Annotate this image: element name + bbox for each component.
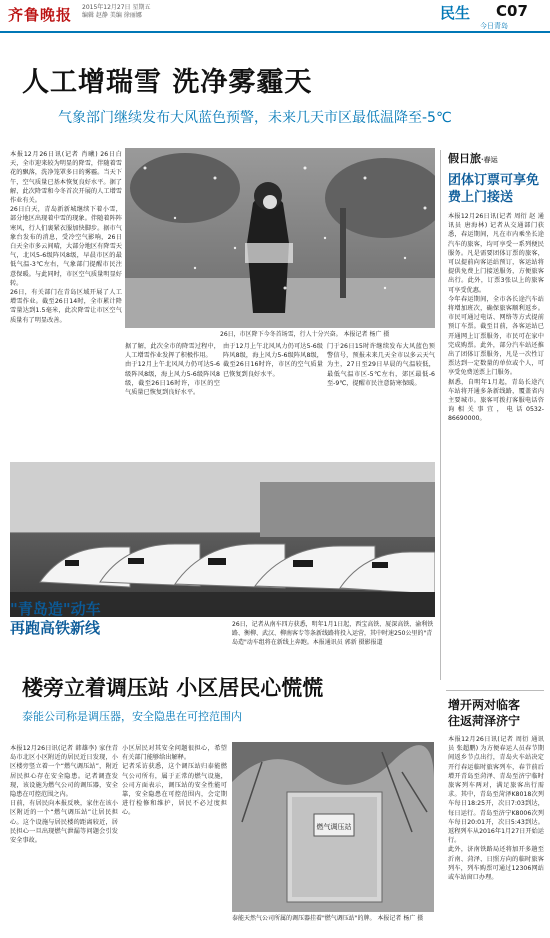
regulator-sign-text: 燃气调压站 xyxy=(316,823,352,831)
section-subtitle: 今日青岛 xyxy=(480,22,508,30)
regulator-photo-caption: 泰能天然气公司所属的调压器挂着"燃气调压站"的牌。 本报记者 杨广 摄 xyxy=(232,915,424,922)
snow-photo-illustration xyxy=(125,148,435,328)
story3-subhead: 泰能公司称是调压器，安全隐患在可控范围内 xyxy=(22,710,242,723)
side-story xyxy=(448,697,544,935)
page-number: C07 xyxy=(496,2,528,20)
side-story-title-line1: 增开两对临客 xyxy=(448,698,521,712)
ad-title: 团体订票可享免费上门接送 xyxy=(448,173,540,205)
section-name: 民生 xyxy=(440,4,471,22)
column-divider xyxy=(440,150,441,680)
ad-body-p3: 据悉，自明年1月起，青岛长途汽车站将开通多条新线路，覆盖省内主要城市。旅客可拨打客服电话咨询相关事宜，电话0532-86690000。 xyxy=(448,378,544,423)
story1-col1-p2: 26日白天，青岛新新城继续下着小雪，部分地区出现着中雪的现象。伴随着阵阵寒风，行人们裹紧衣服加快脚步。据市气象台发布的消息，受冷空气影响，26日白天全市多云间晴，大部分地区有降雪天气，北风5-6级阵风8级，早晨市区的最低气温-3℃左右，气象部门提醒市民注意保暖。与此同时，市区空气质量明显好转。 xyxy=(10,206,122,287)
side-story-p1: 本报12月26日讯(记者 周衍 通讯员 张超鹏) 为方便春运人员春节期间返乡节点出行，青岛火车站决定开行春运临时旅客列车，春节前后增开青岛至菏泽、青岛至济宁临时旅客列车两对，满足旅客出行需求。其中，青岛至菏泽K8018次列车每日18:25开，次日7:03到达，每日运行。青岛至济宁K8006次列车每日20:01开，次日5:43到达。返程列车从2016年1月27日开始运行。 xyxy=(448,736,544,845)
snow-photo-caption: 26日，市区降下今冬首场雪，行人十分兴奋。 本报记者 杨广 摄 xyxy=(220,331,390,338)
story1-col2-p2: 由于12月上午北风风力仍可达5-6级阵风8级，海上风力5-6级阵风8级，截至26日16时许，市区的空气质量已恢复到良好水平。 xyxy=(125,361,220,397)
story3-column-1 xyxy=(10,744,118,932)
story2-title-line1: "青岛造"动车 xyxy=(10,600,101,618)
story1-col1-p3: 26日，有关部门在青岛区域开展了人工增雪作业。截至26日14时，全市累计降雪量达到1.5毫米，此次降雪让市区空气质量有了明显改善。 xyxy=(10,289,122,324)
story1-column-2 xyxy=(125,342,220,452)
ad-body-p1: 本报12月26日讯(记者 周衍 赵 通讯员 唐海林) 记者从交通部门获悉，春运期间，凡在市内乘坐长途汽车的旅客，均可享受一系列便民服务。凡是需要团体订票的旅客，可以提前向客运站预订，客运站将提供免费上门接送服务，方便旅客出行。此外，订票3张以上的旅客可享受优惠。 xyxy=(448,213,544,294)
snow-photo xyxy=(125,148,435,328)
side-story-title-line2: 往返菏泽济宁 xyxy=(448,714,521,728)
ad-body-p2: 今年春运期间，全市各长途汽车站将增加班次，确保旅客顺利返乡。市民可通过电话、网络等方式提前预订车票。截至目前，各客运站已开通网上订票服务，市民可在家中完成购票。此外，部分汽车站还推出了团体订票服务，凡是一次性订票达到一定数量的单位或个人，可享受免费送票上门服务。 xyxy=(448,295,544,377)
issue-editors: 编辑 赵静 美编 徐丽娜 xyxy=(82,12,142,19)
story1-col2-p1: 据了解，此次全市的降雪过程中，人工增雪作业发挥了积极作用。 xyxy=(125,343,220,360)
train-photo-caption: 26日，记者从南车四方获悉，明年1月1日起，西宝高铁、厦深高铁、渝利铁路、衡柳、武汉、柳南客专等条新线路将投入运营，其中时速250公里的"青岛造"动车组将在新线上奔跑。本报通讯员 郭新 摄影报道 xyxy=(232,621,434,646)
side-story-p2: 此外，济南铁路局还将加开多趟至沂南、菏泽、日照方向的临时旅客列车，列车购票可通过12306网站或车站窗口办理。 xyxy=(448,846,544,882)
ad-box xyxy=(448,150,544,632)
regulator-photo xyxy=(232,742,434,912)
ad-logo-main: 假日旅 xyxy=(448,152,481,165)
train-photo-illustration xyxy=(10,462,435,617)
story3-col2-p2: 记者采访获悉，这个调压站归泰能燃气公司所有，属于正常的燃气设施，公司方面表示，调压站的安全性能可靠，安全隐患在可控范围内，会定期进行检修和维护，居民不必过度担心。 xyxy=(122,763,227,817)
story3-column-2 xyxy=(122,744,227,932)
story3-col2-p1: 小区居民对其安全问题很担心，希望有关部门能够给出解释。 xyxy=(122,745,227,762)
ad-body xyxy=(448,212,544,632)
header-rule xyxy=(0,31,550,33)
regulator-photo-illustration xyxy=(232,742,434,912)
story1-column-1 xyxy=(10,150,122,450)
story3-col1-p2: 日前，有居民向本报反映，家住在该小区附近的一个“燃气调压站”让居民担心。这个设施与居民楼的距离较近，居民担心一旦出现燃气泄漏等问题会引发安全事故。 xyxy=(10,800,118,845)
story1-column-4: 门于26日15时许继续发布大风蓝色预警信号，预报未来几天全市以多云天气为主，27日至29日早晨的气温较低，最低气温市区-5℃左右，郊区最低-6至-9℃，提醒市民注意防寒保暖。 xyxy=(327,343,435,387)
story3-col1-p1: 本报12月26日讯(记者 韩雄李) 家住青岛市北区小区附近的居民近日发现，小区楼旁竖立着一个“燃气调压站”，附近居民担心存在安全隐患。记者调查发现，该设施为燃气公司的调压器，安全隐患在可控范围之内。 xyxy=(10,745,118,799)
issue-meta xyxy=(82,4,150,20)
ad-logo-suffix: ·春运 xyxy=(481,156,498,164)
newspaper-masthead: 齐鲁晚报 xyxy=(8,6,73,24)
story1-subhead: 气象部门继续发布大风蓝色预警，未来几天市区最低温降至-5℃ xyxy=(58,110,452,126)
story1-column-3: 由于12月上午北风风力仍可达5-6级阵风8级，海上风力5-6级阵风8级，截至26日16时许，市区的空气质量已恢复到良好水平。 xyxy=(223,343,323,378)
story2-title-box xyxy=(10,600,150,638)
train-photo xyxy=(10,462,435,617)
story3-headline: 楼旁立着调压站 小区居民心慌慌 xyxy=(22,675,324,700)
side-story-rule xyxy=(446,690,544,691)
ad-logo xyxy=(448,150,544,166)
story2-title-line2: 再跑高铁新线 xyxy=(10,619,101,637)
issue-date: 2015年12月27日 星期五 xyxy=(82,4,151,11)
side-story-body xyxy=(448,735,544,935)
story1-col1-p1: 本报12月26日讯(记者 肖曦) 26日白天，全市迎来较为明显的降雪，伴随着雪花的飘落，洗净笼罩多日的雾霾。当天下午，空气质量已基本恢复良好水平。据了解，此次降雪和今冬首次开展的人工增雪作业有关。 xyxy=(10,151,122,205)
story1-headline: 人工增瑞雪 洗净雾霾天 xyxy=(22,67,313,98)
